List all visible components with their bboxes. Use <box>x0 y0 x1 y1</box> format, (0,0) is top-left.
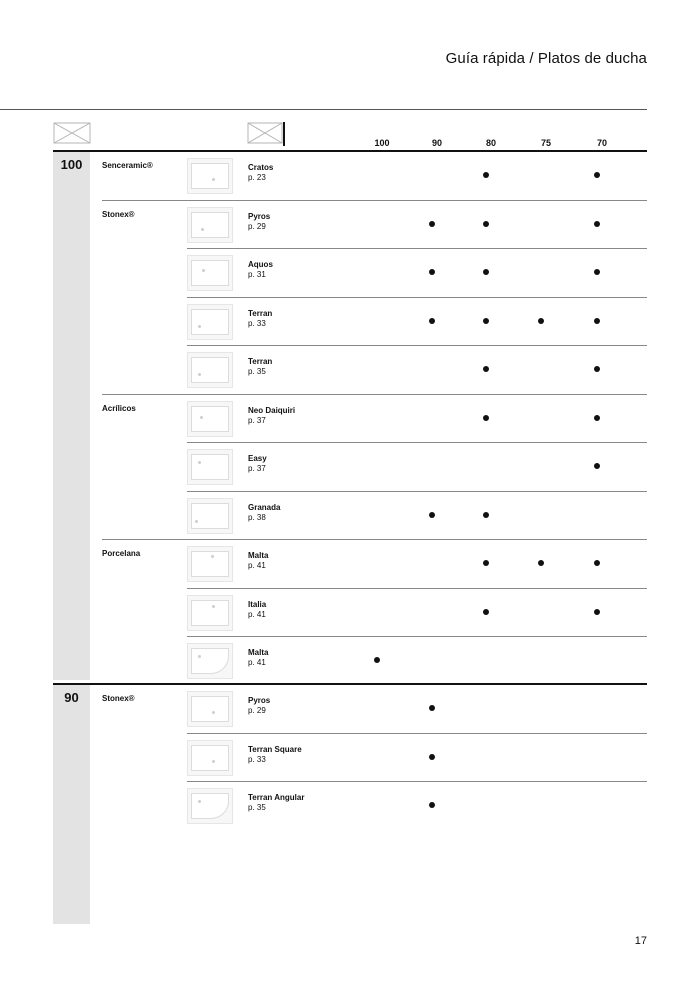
availability-dot-90 <box>429 269 435 275</box>
product-thumbnail <box>187 498 233 534</box>
product-page-ref: p. 38 <box>248 512 266 522</box>
tray-image <box>191 648 229 674</box>
row-divider <box>187 491 647 492</box>
product-thumbnail <box>187 788 233 824</box>
availability-dot-80 <box>483 560 489 566</box>
column-header-100: 100 <box>374 138 390 148</box>
product-thumbnail <box>187 740 233 776</box>
drain-icon <box>202 269 205 272</box>
availability-dot-90 <box>429 754 435 760</box>
product-thumbnail <box>187 401 233 437</box>
drain-icon <box>212 760 215 763</box>
material-label: Senceramic® <box>102 161 153 170</box>
drain-icon <box>201 228 204 231</box>
product-page-ref: p. 29 <box>248 221 266 231</box>
product-page-ref: p. 41 <box>248 561 266 570</box>
availability-dot-90 <box>429 512 435 518</box>
product-page-ref: p. 35 <box>248 367 266 376</box>
tray-image <box>191 696 229 722</box>
drain-icon <box>212 605 215 608</box>
material-divider <box>102 394 647 395</box>
availability-dot-70 <box>594 172 600 178</box>
product-page-ref: p. 35 <box>248 803 266 812</box>
row-divider <box>187 636 647 637</box>
drain-icon <box>212 711 215 714</box>
tray-image <box>191 357 229 383</box>
product-name: Terran Square <box>248 744 302 754</box>
availability-dot-70 <box>594 415 600 421</box>
material-label: Stonex® <box>102 209 135 219</box>
product-page-ref: p. 23 <box>248 173 266 182</box>
material-label: Porcelana <box>102 549 141 558</box>
drain-icon <box>212 178 215 181</box>
row-divider <box>187 733 647 734</box>
availability-dot-70 <box>594 609 600 615</box>
tray-image <box>191 454 229 480</box>
material-divider <box>102 539 647 540</box>
drain-icon <box>198 655 201 658</box>
product-thumbnail <box>187 255 233 291</box>
product-name: Easy <box>248 454 267 463</box>
product-name: Terran <box>248 357 273 366</box>
product-name: Italia <box>248 599 267 609</box>
column-header-80: 80 <box>485 138 496 148</box>
availability-dot-90 <box>429 221 435 227</box>
product-page-ref: p. 33 <box>248 754 266 764</box>
tray-image <box>191 600 229 626</box>
row-divider <box>187 588 647 589</box>
row-divider <box>187 442 647 443</box>
drain-icon <box>195 520 198 523</box>
tray-image <box>191 793 229 819</box>
product-page-ref: p. 33 <box>248 318 266 328</box>
availability-dot-80 <box>483 415 489 421</box>
availability-dot-90 <box>429 802 435 808</box>
tray-image <box>191 406 229 432</box>
availability-dot-100 <box>374 657 380 663</box>
tray-image <box>191 260 229 286</box>
product-name: Neo Daiquiri <box>248 405 296 415</box>
product-name: Terran Angular <box>248 793 305 802</box>
tray-image <box>191 745 229 771</box>
product-name: Pyros <box>248 696 271 705</box>
availability-dot-70 <box>594 560 600 566</box>
product-name: Aquos <box>248 260 273 269</box>
tray-image <box>191 163 229 189</box>
availability-dot-80 <box>483 318 489 324</box>
width-dimension-icon <box>247 122 283 142</box>
row-divider <box>187 248 647 249</box>
dimension-icon <box>53 122 89 142</box>
availability-dot-70 <box>594 463 600 469</box>
product-name: Cratos <box>248 163 274 172</box>
availability-dot-70 <box>594 318 600 324</box>
product-page-ref: p. 37 <box>248 464 266 473</box>
size-label: 100 <box>60 157 83 172</box>
row-divider <box>187 781 647 782</box>
material-label: Acrílicos <box>102 403 136 413</box>
product-page-ref: p. 29 <box>248 706 266 715</box>
product-page-ref: p. 41 <box>248 609 266 619</box>
product-thumbnail <box>187 304 233 340</box>
availability-dot-90 <box>429 318 435 324</box>
availability-dot-80 <box>483 512 489 518</box>
tray-image <box>191 551 229 577</box>
availability-dot-80 <box>483 172 489 178</box>
drain-icon <box>198 373 201 376</box>
product-thumbnail <box>187 595 233 631</box>
material-label: Stonex® <box>102 694 135 703</box>
product-page-ref: p. 41 <box>248 658 266 667</box>
product-name: Granada <box>248 502 281 512</box>
availability-dot-80 <box>483 221 489 227</box>
drain-icon <box>211 555 214 558</box>
product-thumbnail <box>187 546 233 582</box>
product-thumbnail <box>187 158 233 194</box>
drain-icon <box>200 416 203 419</box>
product-thumbnail <box>187 643 233 679</box>
availability-dot-70 <box>594 269 600 275</box>
column-header-90: 90 <box>431 138 442 148</box>
page-number: 17 <box>634 935 647 947</box>
availability-dot-80 <box>483 609 489 615</box>
availability-dot-70 <box>594 366 600 372</box>
drain-icon <box>198 800 201 803</box>
product-thumbnail <box>187 449 233 485</box>
tray-image <box>191 309 229 335</box>
availability-dot-80 <box>483 269 489 275</box>
product-thumbnail <box>187 207 233 243</box>
column-header-70: 70 <box>596 138 607 148</box>
availability-dot-70 <box>594 221 600 227</box>
header-divider <box>0 109 647 110</box>
availability-dot-75 <box>538 318 544 324</box>
availability-dot-90 <box>429 705 435 711</box>
column-header-75: 75 <box>540 138 551 148</box>
size-column <box>53 685 90 924</box>
drain-icon <box>198 325 201 328</box>
size-label: 90 <box>64 690 79 705</box>
product-name: Malta <box>248 648 269 657</box>
product-page-ref: p. 31 <box>248 270 266 279</box>
product-name: Malta <box>248 551 269 560</box>
product-thumbnail <box>187 691 233 727</box>
page-title: Guía rápida / Platos de ducha <box>445 50 647 67</box>
product-page-ref: p. 37 <box>248 415 266 425</box>
row-divider <box>187 345 647 346</box>
product-name: Pyros <box>248 211 271 221</box>
availability-dot-75 <box>538 560 544 566</box>
availability-dot-80 <box>483 366 489 372</box>
product-thumbnail <box>187 352 233 388</box>
group-divider <box>53 150 647 152</box>
product-name: Terran <box>248 308 273 318</box>
material-divider <box>102 200 647 201</box>
tray-image <box>191 212 229 238</box>
drain-icon <box>198 461 201 464</box>
row-divider <box>187 297 647 298</box>
group-divider <box>53 683 647 685</box>
tray-image <box>191 503 229 529</box>
size-column <box>53 152 90 680</box>
